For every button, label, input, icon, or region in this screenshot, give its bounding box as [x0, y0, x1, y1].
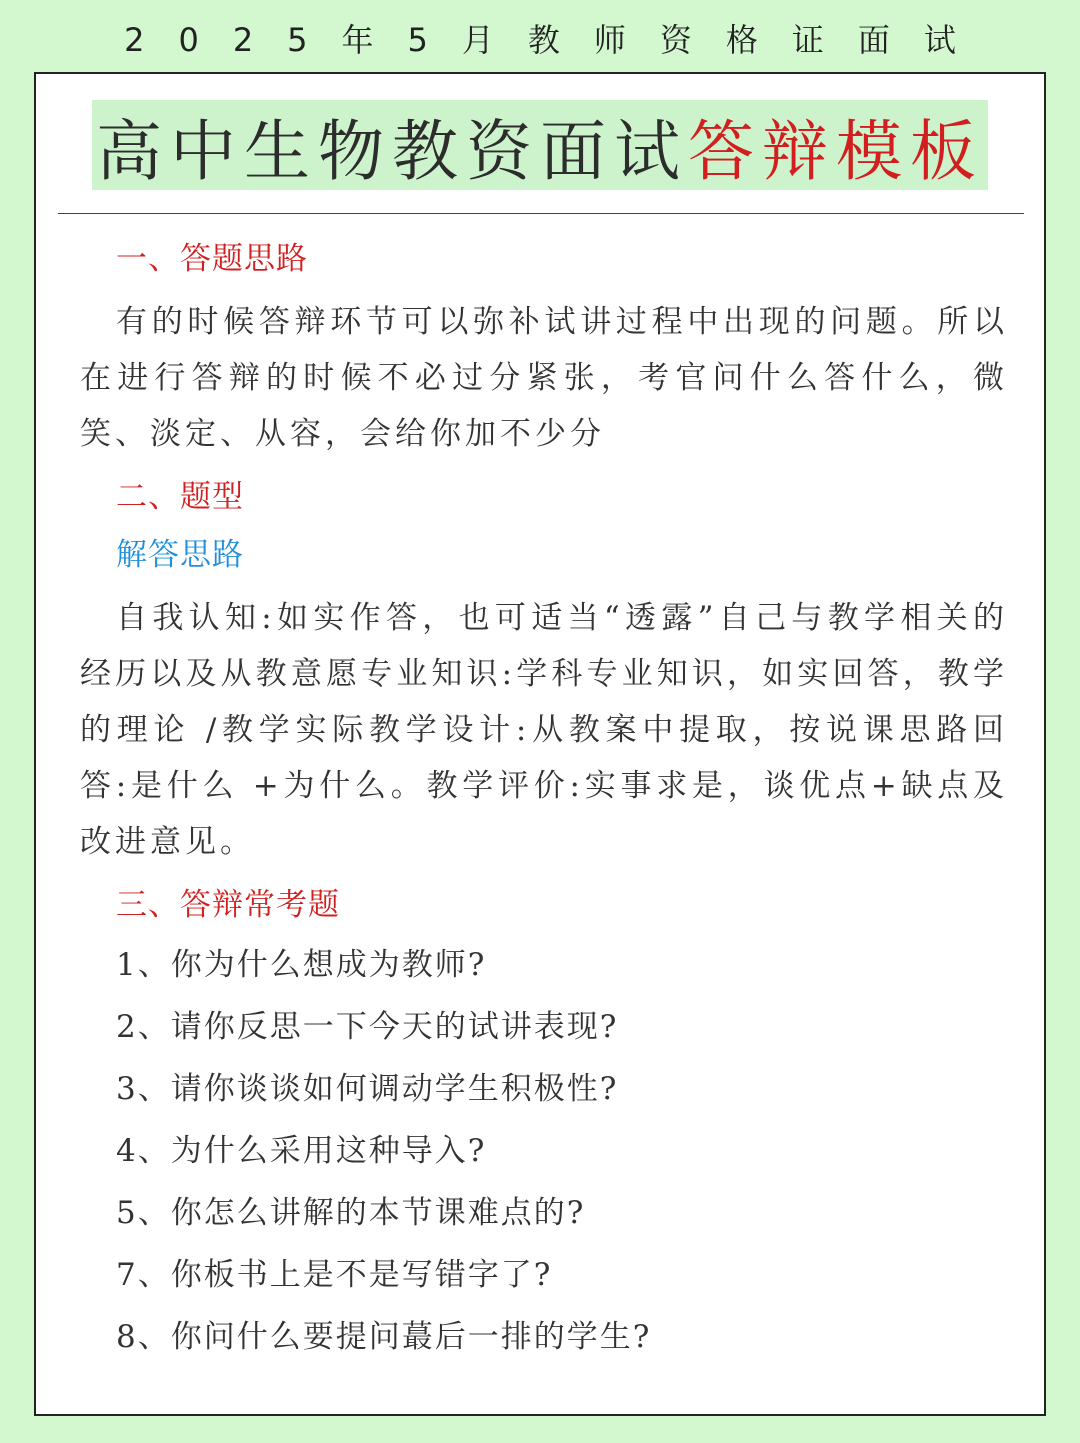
list-item: 7、你板书上是不是写错字了? — [116, 1257, 553, 1293]
list-item: 1、你为什么想成为教师? — [116, 947, 487, 983]
section-heading-approach: 一、答题思路 — [116, 241, 308, 277]
article-body — [80, 230, 1008, 1368]
section-heading-common-questions: 三、答辩常考题 — [116, 887, 340, 923]
divider — [58, 213, 1024, 214]
list-item: 5、你怎么讲解的本节课难点的? — [116, 1195, 586, 1231]
content-card — [34, 72, 1046, 1416]
section-heading-types: 二、题型 — [116, 479, 244, 515]
list-item: 3、请你谈谈如何调动学生积极性? — [116, 1071, 619, 1107]
types-paragraph: 自我认知:如实作答，也可适当“透露”自己与教学相关的经历以及从教意愿专业知识:学科专业知识，如实回答，教学的理论 /教学实际教学设计:从教案中提取，按说课思路回答:是什么 +为什么。教学评价:实事求是，谈优点+缺点及改进意见。 — [80, 600, 1008, 860]
approach-paragraph: 有的时候答辩环节可以弥补试讲过程中出现的问题。所以在进行答辩的时候不必过分紧张，考官问什么答什么，微笑、淡定、从容，会给你加不少分 — [80, 304, 1008, 452]
list-item: 8、你问什么要提问蕞后一排的学生? — [116, 1319, 652, 1355]
title-main: 高中生物教资面试 — [96, 112, 688, 190]
top-banner: 2025年5月教师资格证面试 — [124, 21, 990, 59]
list-item: 2、请你反思一下今天的试讲表现? — [116, 1009, 619, 1045]
question-list — [80, 934, 1008, 1368]
subheading-answer-approach: 解答思路 — [116, 537, 244, 573]
list-item: 4、为什么采用这种导入? — [116, 1133, 487, 1169]
page-title — [92, 100, 988, 190]
title-highlight: 答辩模板 — [688, 112, 984, 190]
